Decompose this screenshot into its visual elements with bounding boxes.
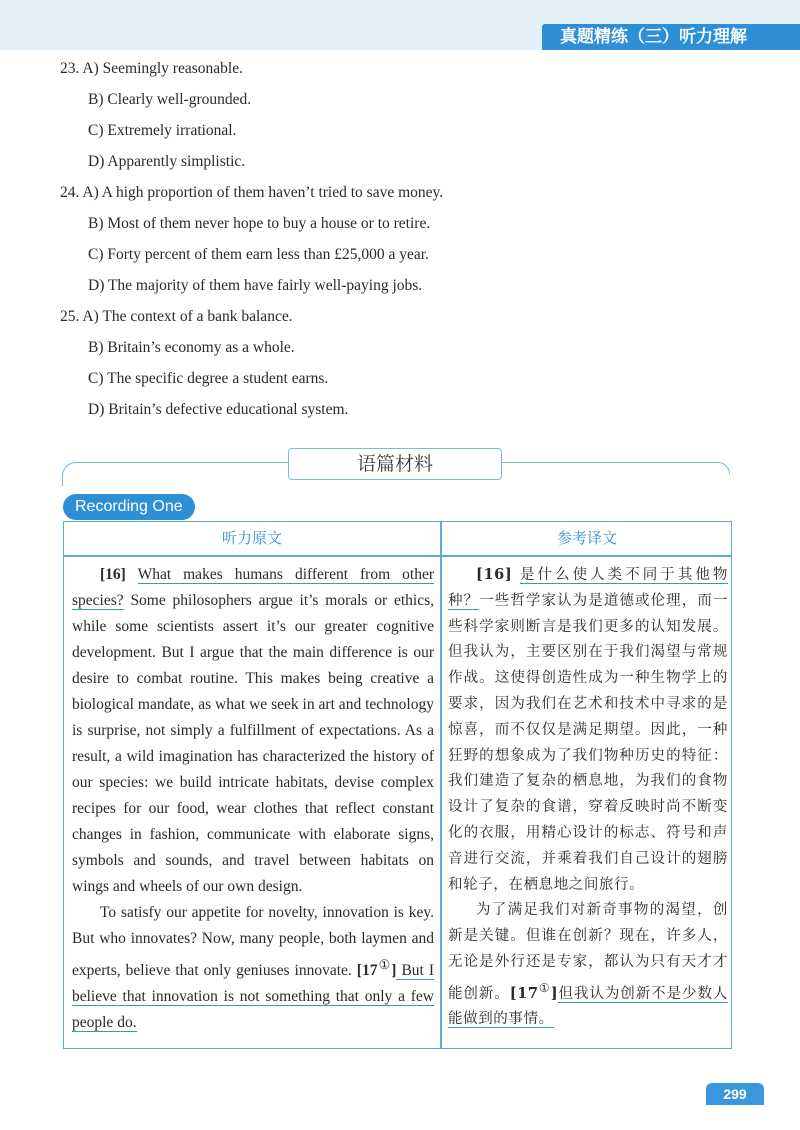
recording-badge: Recording One [63, 494, 195, 520]
column-header-translation: 参考译文 [556, 529, 617, 547]
key-sentence: 是什么使人类不同于其他物种？ [448, 567, 728, 609]
paragraph: [16] 是什么使人类不同于其他物种？一些哲学家认为是道德或伦理，而一些科学家则断言是我们更多的认知发展。但我认为，主要区别在于我们渴望与常规作战。这使得创造性成为一种生物学上的要求，因为我们在艺术和技术中寻求的是惊喜，而不仅仅是满足期望。因此，一种狂野的想象成为了我们物种历史的特征：我们建造了复杂的栖息地，为我们的食物设计了复杂的食谱，穿着反映时尚不断变化的衣服，用精心设计的标志、符号和声音进行交流，并乘着我们自己设计的翅膀和轮子，在栖息地之间旅行。 [448, 566, 728, 893]
transcript-table [63, 521, 732, 1049]
header-divider [64, 555, 731, 557]
key-sentence: What makes humans different from other species? [72, 566, 434, 609]
option: C) The specific degree a student earns. [88, 370, 329, 387]
key-sentence: But I believe that innovation is not something that only a few people do. [72, 962, 435, 1032]
column-divider [440, 522, 442, 1048]
option: C) Extremely irrational. [88, 122, 237, 139]
section-title: 语篇材料 [288, 448, 502, 480]
option: D) Britain’s defective educational system. [88, 401, 349, 418]
option: D) Apparently simplistic. [88, 153, 246, 170]
option: C) Forty percent of them earn less than £25,000 a year. [88, 246, 429, 263]
option: D) The majority of them have fairly well-paying jobs. [88, 277, 423, 294]
english-transcript [72, 562, 434, 1036]
paragraph: [16] What makes humans different from other species? Some philosophers argue it’s morals or ethics, while some scientists assert it’s our greater cognitive development. But I argue that the main difference is our desire to combat routine. This makes being creative a biological mandate, as what we seek in art and technology is surprise, not simply a fulfillment of expectations. As a result, a wild imagination has characterized the history of our species: we build intricate habitats, devise complex recipes for our food, wear clothes that reflect constant changes in fashion, communicate with elaborate signs, symbols and sounds, and travel between habitats on wings and wheels of our own design. [72, 566, 434, 895]
option: B) Most of them never hope to buy a house or to retire. [88, 215, 431, 232]
column-header-original: 听力原文 [221, 529, 282, 547]
paragraph: To satisfy our appetite for novelty, innovation is key. But who innovates? Now, many people, both laymen and experts, believe that only geniuses innovate. [17①] But I believe that innovation is not something that only a few people do. [72, 904, 435, 1032]
page-number: 299 [706, 1083, 764, 1105]
question-25: 25. A) The context of a bank balance. [60, 308, 293, 325]
section-rule [62, 462, 292, 486]
question-24: 24. A) A high proportion of them haven’t tried to save money. [60, 184, 444, 201]
chapter-title: 真题精练（三）听力理解 [542, 24, 800, 50]
section-rule [500, 462, 730, 474]
chinese-translation [448, 562, 728, 1033]
paragraph: 为了满足我们对新奇事物的渴望，创新是关键。但谁在创新？现在，许多人，无论是外行还是专家，都认为只有天才才能创新。[17①]但我认为创新不是少数人能做到的事情。 [448, 902, 728, 1028]
option: B) Britain’s economy as a whole. [88, 339, 295, 356]
question-23: 23. A) Seemingly reasonable. [60, 60, 243, 77]
key-sentence: 但我认为创新不是少数人能做到的事情。 [448, 985, 728, 1028]
option: B) Clearly well-grounded. [88, 91, 252, 108]
